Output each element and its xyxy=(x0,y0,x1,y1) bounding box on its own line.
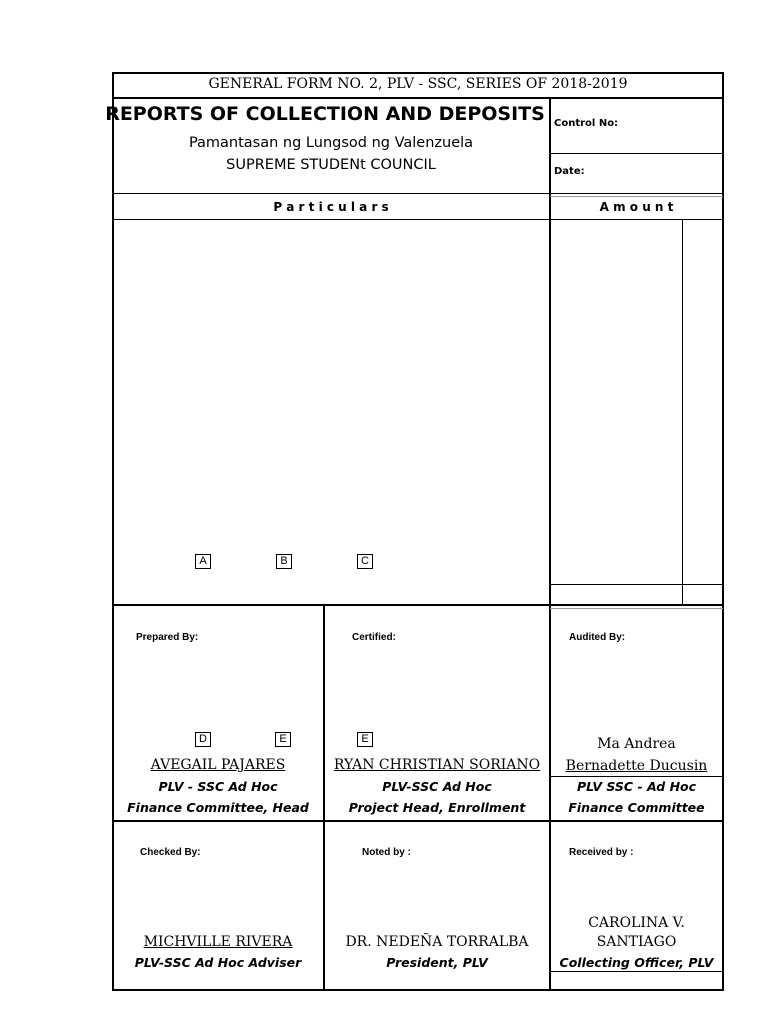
particulars-area xyxy=(114,221,548,603)
certified-role-1: PLV-SSC Ad Hoc xyxy=(382,779,492,794)
divider-sig-vertical xyxy=(323,604,325,990)
audited-label: Audited By: xyxy=(569,632,626,643)
divider-header-1 xyxy=(112,193,723,194)
marker-d: D xyxy=(195,732,211,747)
audited-name-line-1: Ma Andrea xyxy=(597,736,676,752)
divider-columns xyxy=(112,219,723,220)
university-name: Pamantasan ng Lungsod ng Valenzuela xyxy=(188,135,474,151)
divider-signatures-2 xyxy=(550,608,723,609)
marker-e-certified: E xyxy=(357,732,373,747)
divider-header-2 xyxy=(550,196,723,197)
audited-underline xyxy=(550,776,723,777)
marker-c: C xyxy=(357,554,373,569)
certified-label: Certified: xyxy=(352,632,396,643)
prepared-role-1: PLV - SSC Ad Hoc xyxy=(158,779,278,794)
council-name: SUPREME STUDENt COUNCIL xyxy=(226,157,436,173)
frame-bottom xyxy=(112,989,723,991)
checked-role-1: PLV-SSC Ad Hoc Adviser xyxy=(134,955,302,970)
frame-top xyxy=(112,72,723,74)
amount-header: A m o u n t xyxy=(599,200,674,214)
audited-name-line-2: Bernadette Ducusin xyxy=(565,758,708,774)
divider-control-date xyxy=(550,153,723,154)
prepared-name: AVEGAIL PAJARES xyxy=(150,757,286,773)
certified-name: RYAN CHRISTIAN SORIANO xyxy=(333,757,541,773)
noted-role-1: President, PLV xyxy=(386,955,488,970)
divider-signatures xyxy=(112,604,723,606)
general-form-number: GENERAL FORM NO. 2, PLV - SSC, SERIES OF 2018-2019 xyxy=(208,76,628,92)
marker-e-prepared: E xyxy=(275,732,291,747)
amount-total-line xyxy=(550,584,723,585)
prepared-role-2: Finance Committee, Head xyxy=(127,800,309,815)
amount-inner-vertical xyxy=(682,220,683,605)
checked-label: Checked By: xyxy=(140,847,201,858)
received-label: Received by : xyxy=(569,847,634,858)
frame-right xyxy=(722,72,724,991)
date-label: Date: xyxy=(554,166,585,177)
noted-name: DR. NEDEÑA TORRALBA xyxy=(345,934,529,950)
divider-general xyxy=(112,97,723,99)
control-no-label: Control No: xyxy=(554,118,619,129)
received-line xyxy=(550,971,723,972)
received-name-line-2: SANTIAGO xyxy=(596,934,677,950)
received-role-1: Collecting Officer, PLV xyxy=(559,955,714,970)
amount-area xyxy=(551,221,681,583)
particulars-header: P a r t i c u l a r s xyxy=(273,200,389,214)
form-title: REPORTS OF COLLECTION AND DEPOSITS xyxy=(105,103,545,125)
marker-b: B xyxy=(276,554,292,569)
received-name-line-1: CAROLINA V. xyxy=(588,915,685,931)
divider-sig-rows xyxy=(112,820,723,822)
marker-a: A xyxy=(195,554,211,569)
audited-role-2: Finance Committee xyxy=(568,800,705,815)
checked-name: MICHVILLE RIVERA xyxy=(143,934,293,950)
prepared-label: Prepared By: xyxy=(136,632,199,643)
noted-label: Noted by : xyxy=(362,847,411,858)
certified-role-2: Project Head, Enrollment xyxy=(348,800,526,815)
audited-role-1: PLV SSC - Ad Hoc xyxy=(576,779,697,794)
